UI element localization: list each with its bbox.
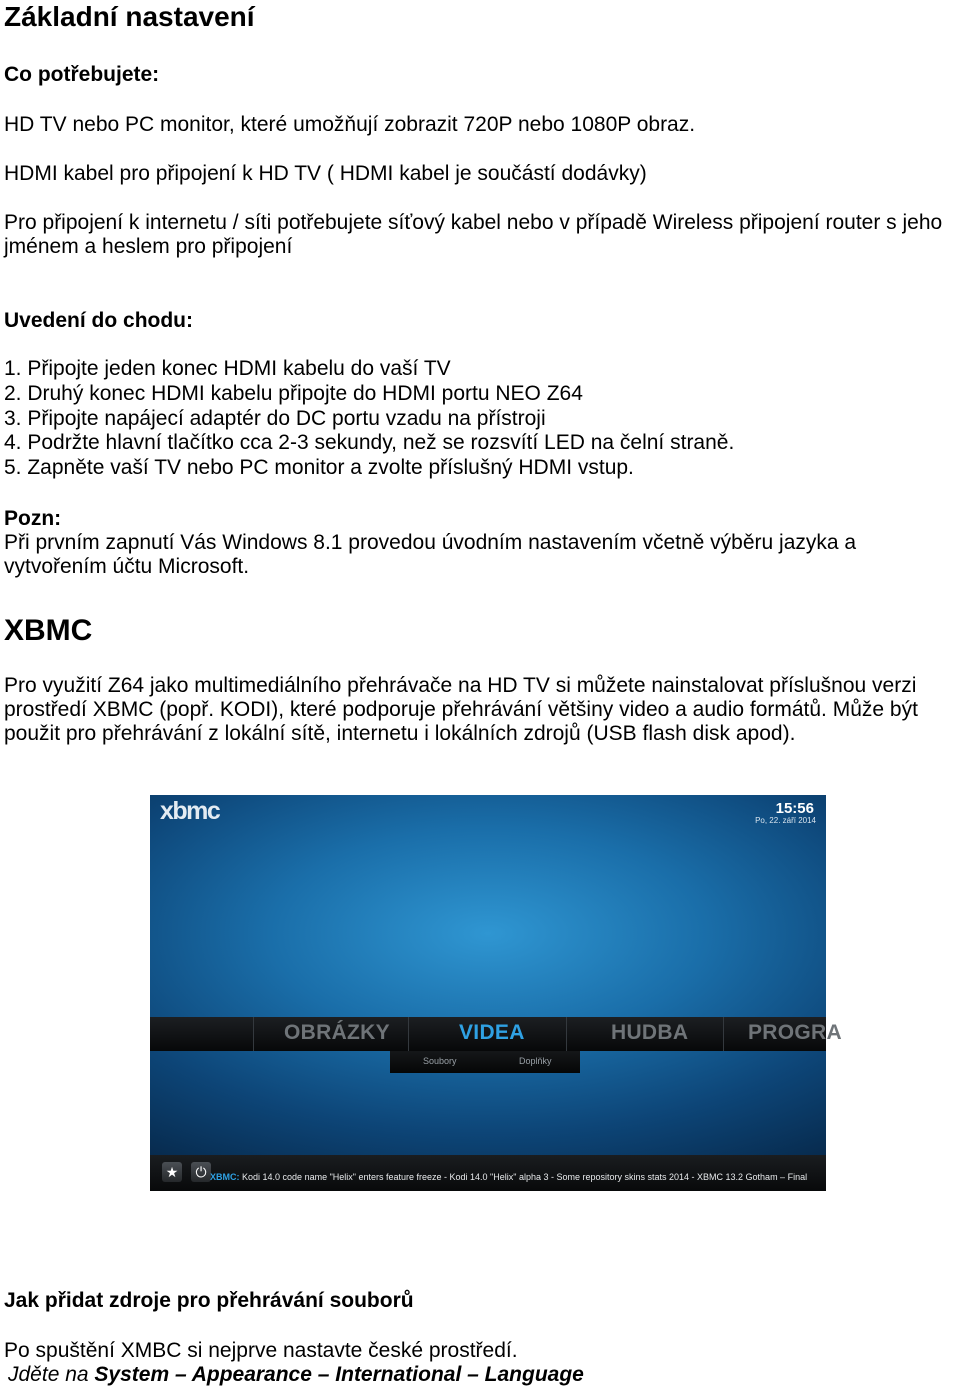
setup-step: 3. Připojte napájecí adaptér do DC portu vzadu na přístroji [4,406,546,430]
xbmc-text: Pro využití Z64 jako multimediálního přehrávače na HD TV si můžete nainstalovat příslušnou verzi prostředí XBMC (popř. KODI), které podporuje přehrávání většiny video a audio formátů. Může být použit pro přehrávání z lokální sítě, internetu i lokálních zdrojů (USB flash disk apod). [4,674,918,745]
needs-network: Pro připojení k internetu / síti potřebujete síťový kabel nebo v případě Wireless připojení router s jeho jménem a heslem pro připojení [4,211,943,258]
submenu-item-addons[interactable]: Doplňky [519,1056,552,1066]
setup-steps [4,357,734,481]
setup-heading: Uvedení do chodu: [4,309,193,332]
needs-hdmi: HDMI kabel pro připojení k HD TV ( HDMI kabel je součástí dodávky) [4,162,647,185]
sources-text: Po spuštění XMBC si nejprve nastavte české prostředí. [4,1339,518,1362]
xbmc-clock: 15:56 [775,800,814,817]
page-title: Základní nastavení [4,1,255,32]
ticker-text: Kodi 14.0 code name "Helix" enters feature freeze - Kodi 14.0 "Helix" alpha 3 - Some repository skins stats 2014 - XBMC 13.2 Gotham – Final [242,1172,808,1182]
menu-divider [566,1017,567,1051]
menu-item-music[interactable]: HUDBA [611,1021,689,1044]
setup-step: 1. Připojte jeden konec HDMI kabelu do vaší TV [4,357,451,380]
star-icon[interactable]: ★ [162,1162,182,1182]
setup-step: 4. Podržte hlavní tlačítko cca 2-3 sekundy, než se rozsvítí LED na čelní straně. [4,431,735,455]
path-system: System [94,1363,170,1386]
xbmc-logo: xbmc [160,797,220,825]
path-international: International [335,1363,462,1386]
ticker-tag: XBMC: [210,1172,240,1182]
needs-tv: HD TV nebo PC monitor, které umožňují zobrazit 720P nebo 1080P obraz. [4,113,696,136]
setup-step: 5. Zapněte vaší TV nebo PC monitor a zvolte příslušný HDMI vstup. [4,456,634,480]
note-text: Při prvním zapnutí Vás Windows 8.1 provedou úvodním nastavením včetně výběru jazyka a vytvořením účtu Microsoft. [4,531,857,578]
note-heading: Pozn: [4,507,62,530]
path-appearance: Appearance [191,1363,312,1386]
xbmc-screenshot [150,795,842,1191]
xbmc-date: Po, 22. září 2014 [755,816,816,825]
path-separator: – [169,1363,192,1386]
menu-divider [723,1017,724,1051]
path-language: Language [484,1363,584,1386]
menu-divider [253,1017,254,1051]
power-icon[interactable]: ⏻ [191,1162,211,1182]
xbmc-heading: XBMC [4,614,93,647]
menu-item-videos[interactable]: VIDEA [459,1021,525,1044]
sources-heading: Jak přidat zdroje pro přehrávání souborů [4,1289,414,1312]
setup-step: 2. Druhý konec HDMI kabelu připojte do HDMI portu NEO Z64 [4,381,583,405]
path-separator: – [311,1363,336,1386]
path-separator: – [461,1363,485,1386]
menu-item-programs[interactable]: PROGRA [748,1021,842,1044]
needs-heading: Co potřebujete: [4,63,160,86]
menu-item-pictures[interactable]: OBRÁZKY [284,1021,390,1044]
xbmc-news-ticker [210,1172,810,1182]
sources-path [8,1363,584,1387]
submenu-item-files[interactable]: Soubory [423,1056,457,1066]
menu-divider [408,1017,409,1051]
path-prefix: Jděte na [8,1363,95,1386]
